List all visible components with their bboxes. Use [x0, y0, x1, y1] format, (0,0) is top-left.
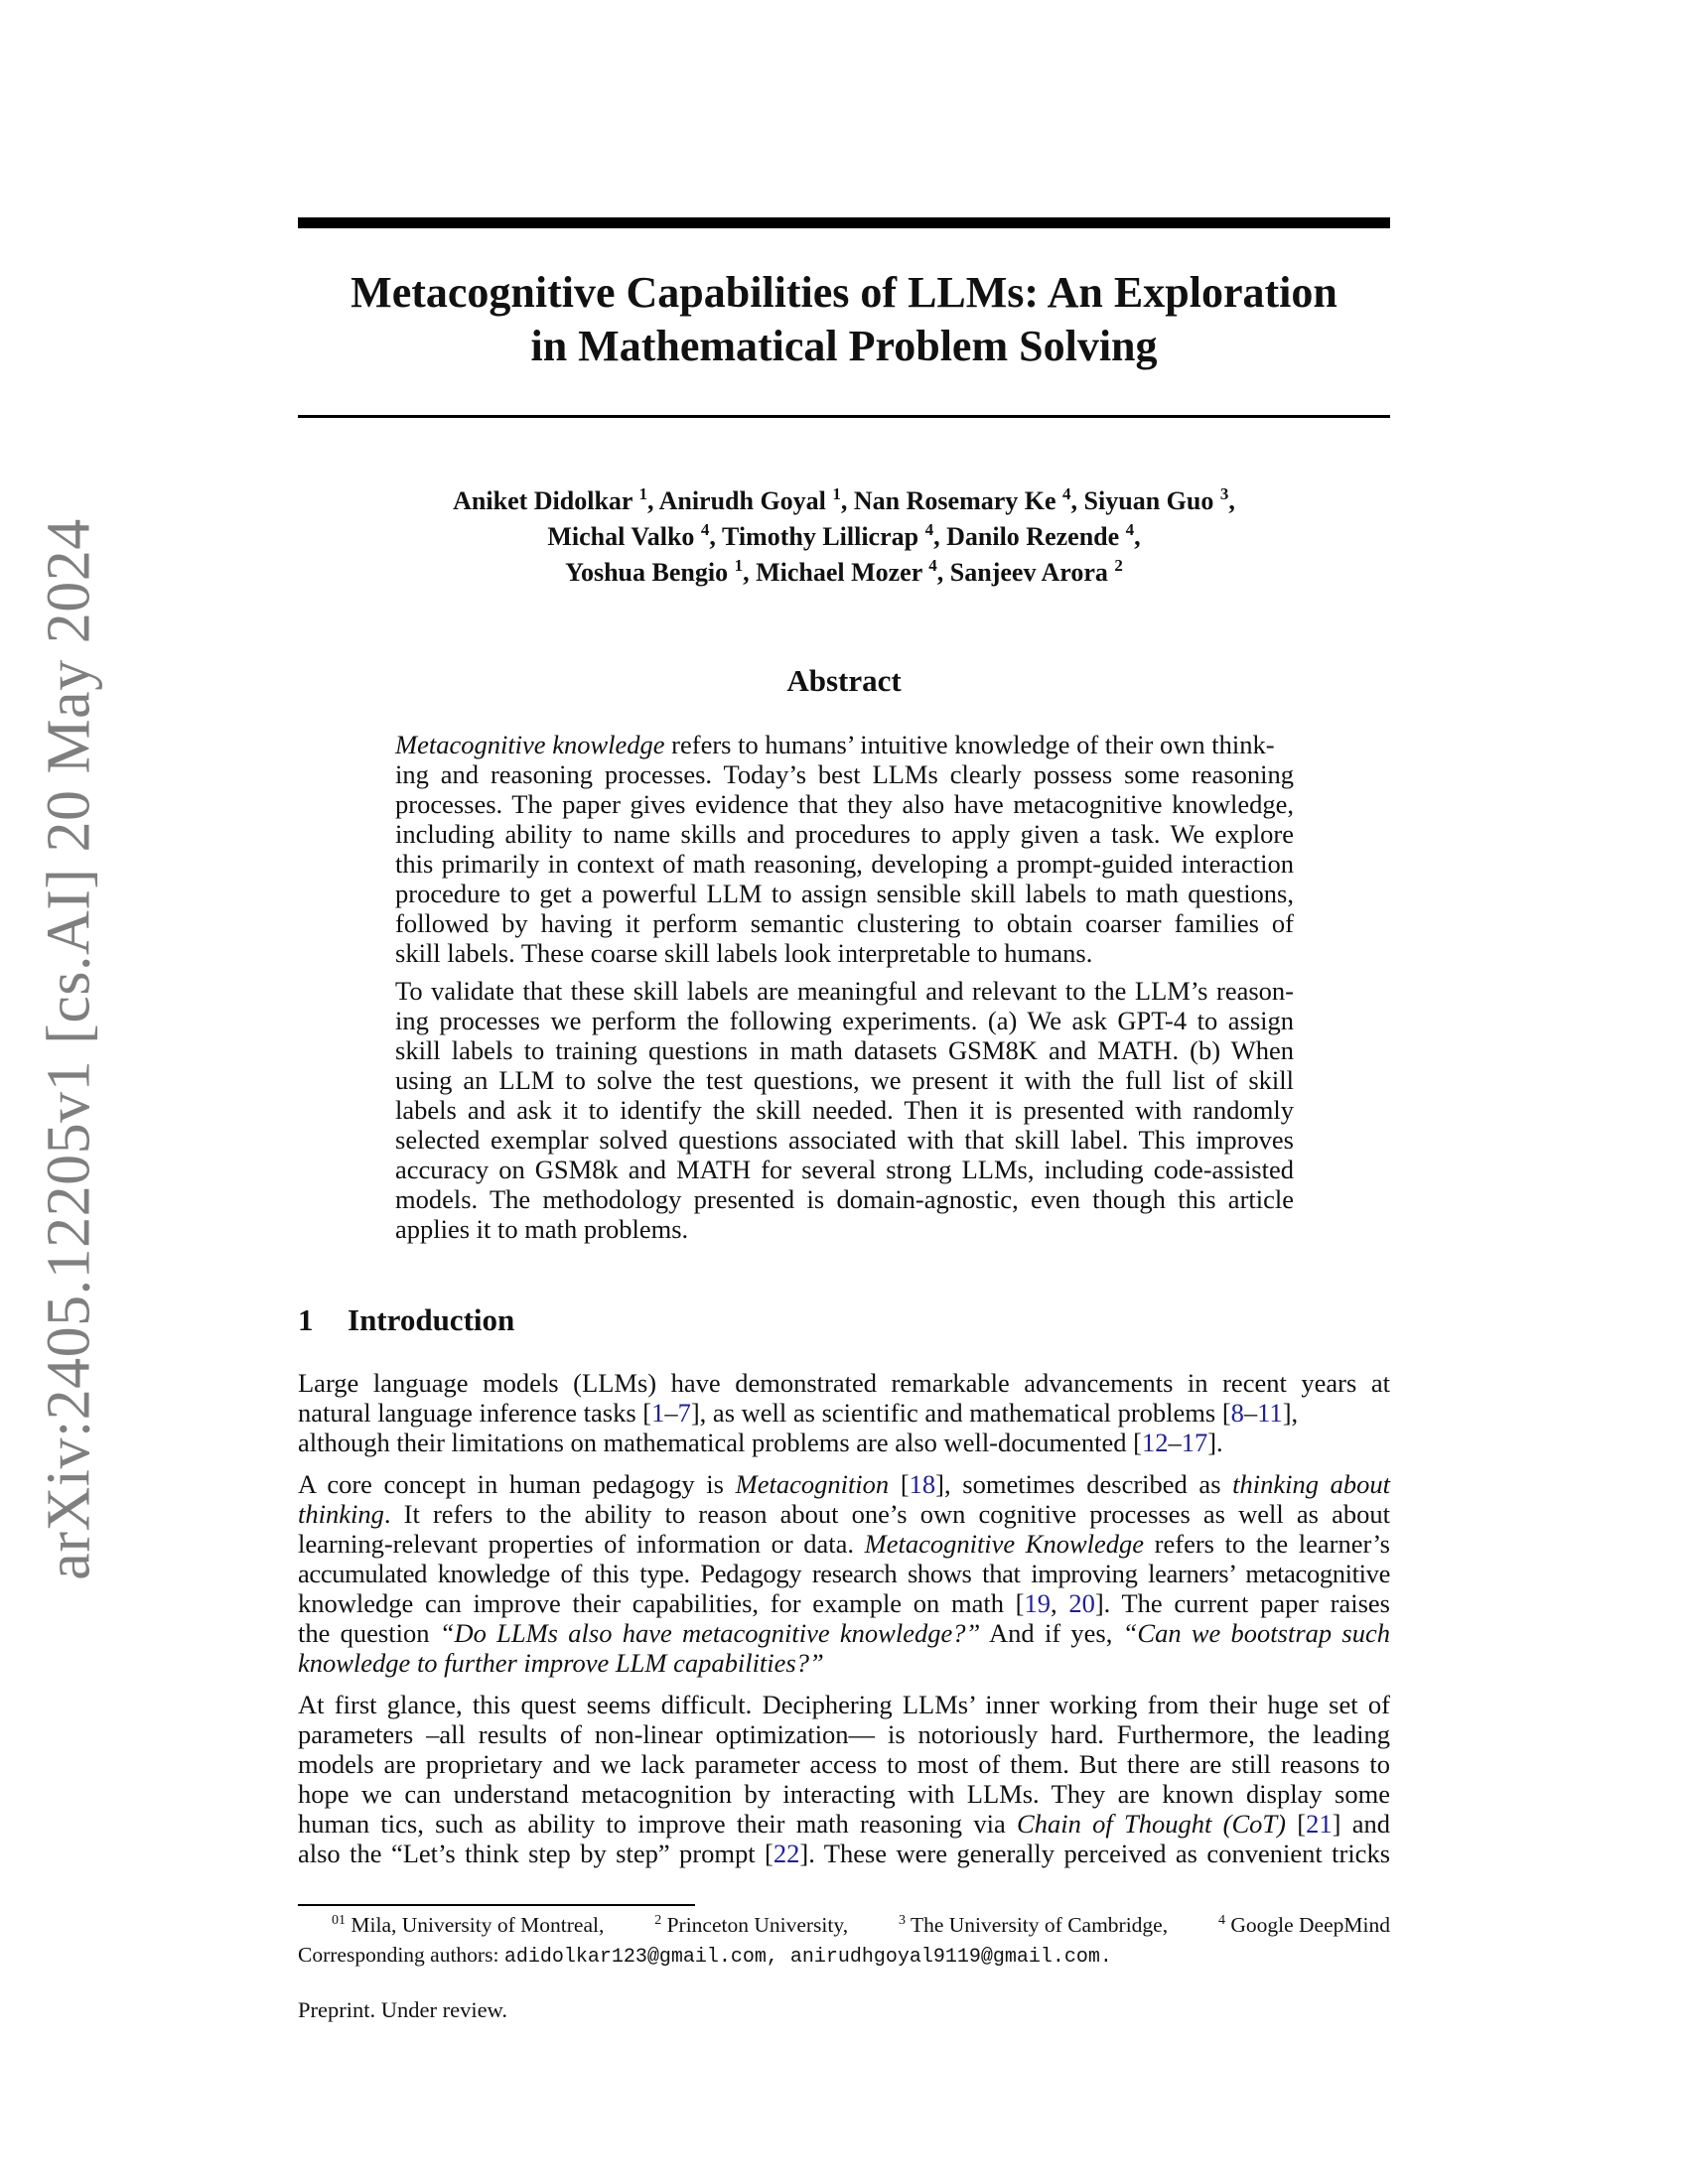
author-name: Aniket Didolkar: [453, 486, 633, 515]
author-emails[interactable]: adidolkar123@gmail.com, anirudhgoyal9119@gmail.com.: [503, 1946, 1112, 1969]
body-line: hope we can understand metacognition by interacting with LLMs. They are known display some: [298, 1779, 1390, 1810]
body-line: although their limitations on mathematical problems are also well-documented [12–17].: [298, 1428, 1223, 1458]
preprint-notice: Preprint. Under review.: [298, 1997, 507, 2022]
author-name: Nan Rosemary Ke: [853, 486, 1056, 515]
citation-link[interactable]: 21: [1306, 1809, 1333, 1840]
abstract-line: procedure to get a powerful LLM to assign sensible skill labels to math questions,: [395, 879, 1294, 908]
abstract-heading: Abstract: [786, 663, 902, 698]
author-affiliation: 4: [1062, 484, 1071, 503]
section-title: Introduction: [348, 1302, 515, 1337]
body-line: accumulated knowledge of this type. Pedagogy research shows that improving learners’ metacognitive: [298, 1559, 1390, 1589]
citation-link[interactable]: 7: [677, 1398, 691, 1428]
body-line: the question “Do LLMs also have metacognitive knowledge?” And if yes, “Can we bootstrap such: [298, 1618, 1390, 1649]
author-affiliation: 4: [1125, 520, 1135, 539]
author-affiliation: 3: [1219, 484, 1229, 503]
arxiv-watermark: arXiv:2405.12205v1 [cs.AI] 20 May 2024: [35, 518, 103, 1580]
abstract-line: Metacognitive knowledge refers to humans’ intuitive knowledge of their own think-: [395, 730, 1275, 759]
body-line: learning-relevant properties of information or data. Metacognitive Knowledge refers to the learner’s: [298, 1529, 1390, 1560]
author-name: Michael Mozer: [756, 558, 922, 587]
title-top-rule: [298, 217, 1390, 228]
author-affiliation: 1: [734, 556, 744, 575]
footnote-mark: 01: [332, 1913, 346, 1928]
citation-link[interactable]: 18: [909, 1469, 936, 1500]
citation-link[interactable]: 8: [1230, 1398, 1244, 1428]
section-number: 1: [298, 1302, 314, 1337]
author-name: Timothy Lillicrap: [721, 522, 919, 551]
abstract-line: To validate that these skill labels are meaningful and relevant to the LLM’s reason-: [395, 976, 1294, 1006]
author-name: Danilo Rezende: [946, 522, 1120, 551]
paper-title: [298, 266, 1390, 373]
author-list: [298, 484, 1390, 592]
abstract-line: models. The methodology presented is domain-agnostic, even though this article: [395, 1184, 1294, 1214]
introduction-body: [298, 1368, 1390, 1868]
body-line: natural language inference tasks [1–7], as well as scientific and mathematical problems [8–11],: [298, 1398, 1299, 1428]
title-line-1: Metacognitive Capabilities of LLMs: An Exploration: [351, 268, 1337, 317]
abstract-italic-term: Metacognitive knowledge: [395, 730, 665, 759]
body-line: thinking. It refers to the ability to reason about one’s own cognitive processes as well as about: [298, 1499, 1390, 1530]
body-line: knowledge to further improve LLM capabilities?”: [298, 1648, 824, 1679]
title-bottom-rule: [298, 415, 1390, 418]
citation-link[interactable]: 1: [651, 1398, 665, 1428]
author-line-1: Aniket Didolkar $^1$, Anirudh Goyal $^1$, Nan Rosemary Ke $^4$, Siyuan Guo $^3$,: [453, 484, 1235, 515]
abstract-line: ing processes we perform the following experiments. (a) We ask GPT-4 to assign: [395, 1006, 1294, 1035]
author-name: Michal Valko: [547, 522, 695, 551]
body-line: also the “Let’s think step by step” prompt [22]. These were generally perceived as convenient tricks: [298, 1839, 1391, 1869]
author-name: Sanjeev Arora: [949, 558, 1108, 587]
abstract-line: labels and ask it to identify the skill needed. Then it is presented with randomly: [395, 1095, 1294, 1125]
abstract-line: using an LLM to solve the test questions, we present it with the full list of skill: [395, 1065, 1294, 1095]
abstract-line: accuracy on GSM8k and MATH for several strong LLMs, including code-assisted: [395, 1155, 1294, 1184]
author-affiliation: 1: [638, 484, 647, 503]
author-name: Siyuan Guo: [1083, 486, 1214, 515]
body-line: A core concept in human pedagogy is Metacognition [18], sometimes described as thinking about: [298, 1469, 1391, 1500]
citation-link[interactable]: 19: [1024, 1588, 1051, 1619]
abstract-line: skill labels to training questions in math datasets GSM8K and MATH. (b) When: [395, 1035, 1294, 1065]
abstract-line: followed by having it perform semantic clustering to obtain coarser families of: [395, 908, 1294, 938]
author-affiliation: 4: [700, 520, 710, 539]
author-affiliation: 4: [924, 520, 934, 539]
citation-link[interactable]: 20: [1068, 1588, 1095, 1619]
section-heading-introduction: [298, 1302, 514, 1338]
abstract-body: [395, 730, 1294, 1244]
abstract-line: applies it to math problems.: [395, 1214, 689, 1244]
body-line: parameters –all results of non-linear optimization— is notoriously hard. Furthermore, the leading: [298, 1719, 1390, 1750]
footnote: [298, 1912, 1390, 1971]
footnote-affiliations: $^{01}$ Mila, University of Montreal, $^2$ Princeton University, $^3$ The University of Cambridge, $^4$ Google DeepMind: [332, 1913, 1390, 1937]
author-affiliation: 2: [1114, 556, 1123, 575]
author-name: Yoshua Bengio: [565, 558, 729, 587]
body-line: human tics, such as ability to improve their math reasoning via Chain of Thought (CoT) [21] and: [298, 1809, 1390, 1840]
author-line-2: Michal Valko $^4$, Timothy Lillicrap $^4$, Danilo Rezende $^4$,: [547, 520, 1141, 551]
citation-link[interactable]: 17: [1181, 1428, 1208, 1458]
body-line: knowledge can improve their capabilities, for example on math [19, 20]. The current paper raises: [298, 1588, 1390, 1619]
body-line: At first glance, this quest seems difficult. Deciphering LLMs’ inner working from their huge set of: [298, 1690, 1390, 1720]
footnote-rule: [298, 1904, 695, 1906]
abstract-line: skill labels. These coarse skill labels look interpretable to humans.: [395, 938, 1093, 968]
author-name: Anirudh Goyal: [658, 486, 826, 515]
abstract-line: this primarily in context of math reasoning, developing a prompt-guided interaction: [395, 849, 1294, 879]
body-line: Large language models (LLMs) have demonstrated remarkable advancements in recent years at: [298, 1368, 1390, 1398]
citation-link[interactable]: 11: [1257, 1398, 1283, 1428]
author-line-3: Yoshua Bengio $^1$, Michael Mozer $^4$, Sanjeev Arora $^2$: [565, 556, 1123, 587]
abstract-line: including ability to name skills and procedures to apply given a task. We explore: [395, 819, 1294, 849]
author-affiliation: 1: [832, 484, 841, 503]
body-line: models are proprietary and we lack parameter access to most of them. But there are still reasons to: [298, 1749, 1390, 1780]
abstract-line: selected exemplar solved questions associated with that skill label. This improves: [395, 1125, 1294, 1155]
citation-link[interactable]: 22: [773, 1839, 800, 1869]
author-affiliation: 4: [928, 556, 937, 575]
citation-link[interactable]: 12: [1141, 1428, 1169, 1458]
title-line-2: in Mathematical Problem Solving: [530, 322, 1158, 370]
abstract-line: processes. The paper gives evidence that they also have metacognitive knowledge,: [395, 789, 1294, 819]
corresponding-authors: Corresponding authors: adidolkar123@gmail.com, anirudhgoyal9119@gmail.com.: [298, 1943, 1112, 1969]
abstract-line: ing and reasoning processes. Today’s best LLMs clearly possess some reasoning: [395, 759, 1294, 789]
